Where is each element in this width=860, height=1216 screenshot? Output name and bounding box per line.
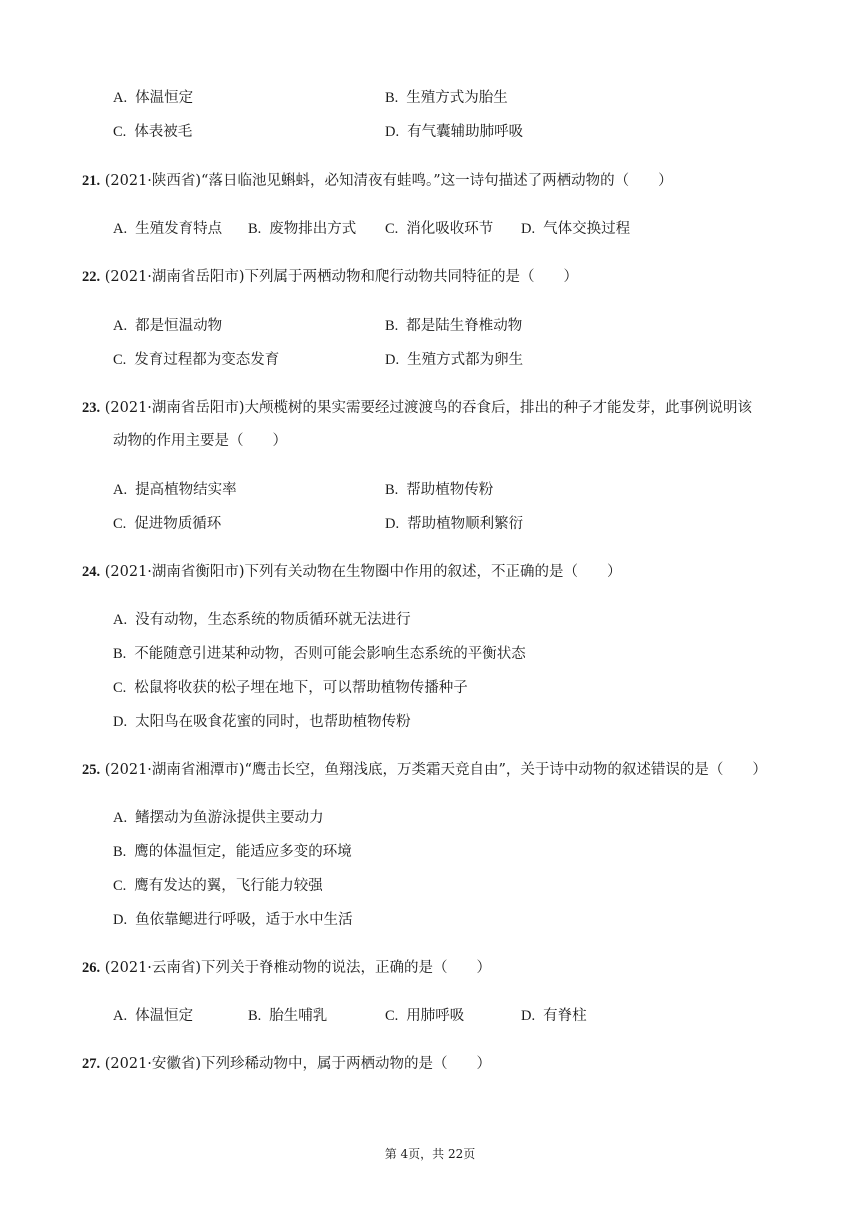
option-text: 体表被毛 [134,124,193,140]
option-text: 没有动物，生态系统的物质循环就无法进行 [135,612,411,628]
option-letter: A. [113,612,128,628]
option-text: 帮助植物传粉 [406,482,494,498]
option-letter: C. [113,680,127,696]
q23-option-b [385,480,493,500]
q23-option-c [113,514,221,534]
q21-option-c [385,219,493,239]
option-letter: B. [385,482,399,498]
page-footer: 第 4页，共 22页 [384,1147,476,1161]
option-text: 有气囊辅助肺呼吸 [407,124,524,140]
option-letter: B. [385,318,399,334]
question-21-stem [82,171,673,191]
q22-option-b [385,316,522,336]
q26-option-c [385,1006,464,1026]
question-26-stem [82,958,491,978]
question-23-stem [82,398,752,418]
question-text: (2021·湖南省衡阳市)下列有关动物在生物圈中作用的叙述，不正确的是（ ） [104,564,622,580]
option-text: 不能随意引进某种动物，否则可能会影响生态系统的平衡状态 [134,646,526,662]
option-text: 废物排出方式 [269,221,357,237]
q26-option-a [113,1006,193,1026]
q21-option-b [248,219,356,239]
question-text: (2021·安徽省)下列珍稀动物中，属于两栖动物的是（ ） [104,1056,492,1072]
q20-option-d [385,122,523,142]
option-letter: C. [113,352,127,368]
q26-option-b [248,1006,327,1026]
option-text: 鱼依靠鳃进行呼吸，适于水中生活 [135,912,353,928]
q25-option-a [113,808,324,828]
question-number: 21. [82,173,101,189]
option-text: 帮助植物顺利繁衍 [407,516,524,532]
option-text: 体温恒定 [135,1008,194,1024]
option-text: 生殖方式为胎生 [406,90,508,106]
option-letter: D. [521,1008,536,1024]
option-letter: B. [248,1008,262,1024]
question-25-stem [82,760,767,780]
question-number: 27. [82,1056,101,1072]
option-text: 都是陆生脊椎动物 [406,318,523,334]
q22-option-c [113,350,279,370]
option-text: 用肺呼吸 [406,1008,465,1024]
option-letter: B. [113,646,127,662]
option-letter: D. [521,221,536,237]
option-letter: D. [385,124,400,140]
question-number: 25. [82,762,101,778]
option-text: 松鼠将收获的松子埋在地下，可以帮助植物传播种子 [134,680,468,696]
option-text: 生殖发育特点 [135,221,223,237]
question-text: (2021·云南省)下列关于脊椎动物的说法，正确的是（ ） [104,960,492,976]
q20-option-c [113,122,192,142]
q23-option-a [113,480,237,500]
q24-option-b [113,644,526,664]
q24-option-c [113,678,468,698]
option-letter: B. [385,90,399,106]
option-text: 提高植物结实率 [135,482,237,498]
option-text: 体温恒定 [135,90,194,106]
option-letter: D. [385,516,400,532]
option-letter: C. [385,221,399,237]
option-letter: B. [248,221,262,237]
option-text: 都是恒温动物 [135,318,223,334]
option-letter: A. [113,810,128,826]
question-number: 26. [82,960,101,976]
option-letter: B. [113,844,127,860]
option-text: 发育过程都为变态发育 [134,352,280,368]
q20-option-a [113,88,193,108]
option-letter: C. [113,516,127,532]
option-text: 太阳鸟在吸食花蜜的同时，也帮助植物传粉 [135,714,411,730]
option-text: 气体交换过程 [543,221,631,237]
q22-option-d [385,350,523,370]
q21-option-d [521,219,630,239]
question-24-stem [82,562,622,582]
option-text: 生殖方式都为卵生 [407,352,524,368]
question-text: (2021·湖南省岳阳市)大颅榄树的果实需要经过渡渡鸟的吞食后，排出的种子才能发芽，此事例说明该 [104,400,753,416]
option-letter: D. [385,352,400,368]
q24-option-a [113,610,411,630]
question-number: 22. [82,269,101,285]
option-letter: A. [113,221,128,237]
option-text: 鳍摆动为鱼游泳提供主要动力 [135,810,324,826]
question-number: 23. [82,400,101,416]
question-23-stem-continued [113,431,287,451]
option-text: 消化吸收环节 [406,221,494,237]
q23-option-d [385,514,523,534]
q22-option-a [113,316,222,336]
question-27-stem [82,1054,491,1074]
question-number: 24. [82,564,101,580]
question-text: (2021·陕西省)“落日临池见蝌蚪，必知清夜有蛙鸣。”这一诗句描述了两栖动物的（ ） [104,173,673,189]
option-letter: C. [113,878,127,894]
option-letter: C. [113,124,127,140]
option-letter: D. [113,912,128,928]
option-text: 鹰有发达的翼，飞行能力较强 [134,878,323,894]
q24-option-d [113,712,411,732]
option-letter: A. [113,482,128,498]
option-letter: A. [113,1008,128,1024]
q25-option-c [113,876,323,896]
option-letter: A. [113,90,128,106]
question-22-stem [82,267,578,287]
q25-option-d [113,910,353,930]
q26-option-d [521,1006,587,1026]
option-text: 胎生哺乳 [269,1008,328,1024]
question-text: (2021·湖南省岳阳市)下列属于两栖动物和爬行动物共同特征的是（ ） [104,269,579,285]
q20-option-b [385,88,508,108]
option-letter: C. [385,1008,399,1024]
option-text: 鹰的体温恒定，能适应多变的环境 [134,844,352,860]
option-text: 有脊柱 [543,1008,587,1024]
q21-option-a [113,219,222,239]
question-text: (2021·湖南省湘潭市)“鹰击长空，鱼翔浅底，万类霜天竞自由”，关于诗中动物的叙述错误的是（ ） [104,762,767,778]
option-text: 促进物质循环 [134,516,222,532]
option-letter: A. [113,318,128,334]
option-letter: D. [113,714,128,730]
q25-option-b [113,842,352,862]
question-text: 动物的作用主要是（ ） [113,433,287,449]
